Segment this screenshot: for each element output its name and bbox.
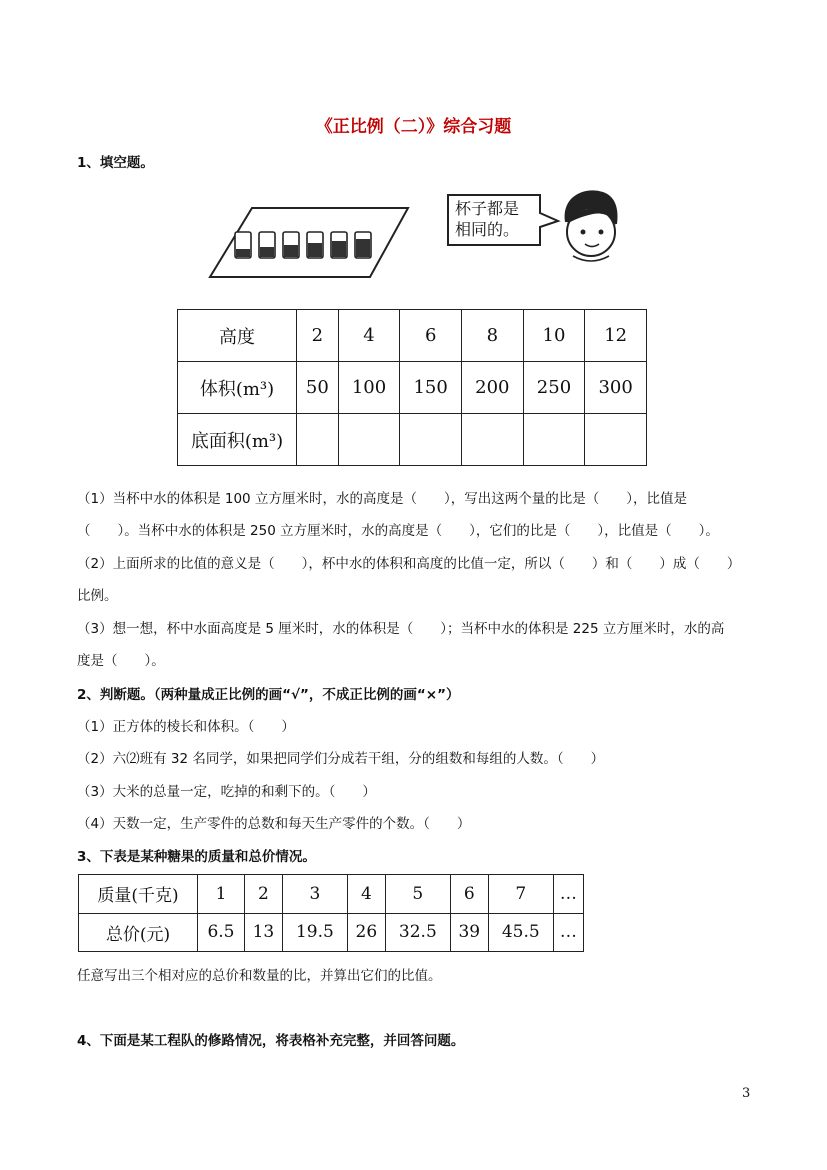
table-cell: 32.5 bbox=[385, 913, 450, 952]
table-row bbox=[79, 875, 584, 914]
q1-part3-line2: 度是（ ）。 bbox=[77, 653, 165, 669]
table-cell: 6.5 bbox=[198, 913, 245, 952]
q2-item: （1）正方体的棱长和体积。（ ） bbox=[77, 719, 295, 735]
answer-cell[interactable] bbox=[585, 414, 647, 466]
table-cell: 50 bbox=[297, 362, 339, 414]
table-cell: 100 bbox=[338, 362, 400, 414]
q3-heading: 3、下表是某种糖果的质量和总价情况。 bbox=[77, 849, 316, 865]
table-cell: 8 bbox=[462, 310, 524, 362]
table-cell: 45.5 bbox=[488, 913, 553, 952]
speech-line-1: 杯子都是 bbox=[455, 199, 520, 218]
answer-cell[interactable] bbox=[523, 414, 585, 466]
table-cell: 4 bbox=[347, 875, 385, 914]
table-cell: 5 bbox=[385, 875, 450, 914]
cups-illustration bbox=[205, 205, 415, 280]
q1-part2-line2: 比例。 bbox=[77, 588, 118, 604]
row-label-base-area: 底面积(m³) bbox=[178, 414, 297, 466]
table-cell: 19.5 bbox=[282, 913, 347, 952]
table-cell: … bbox=[553, 875, 583, 914]
table-cell: 12 bbox=[585, 310, 647, 362]
table-cell: 250 bbox=[523, 362, 585, 414]
table-cell: 4 bbox=[338, 310, 400, 362]
row-label-volume: 体积(m³) bbox=[178, 362, 297, 414]
table-cell: 300 bbox=[585, 362, 647, 414]
table-cell: 2 bbox=[244, 875, 282, 914]
table-cell: 13 bbox=[244, 913, 282, 952]
answer-cell[interactable] bbox=[338, 414, 400, 466]
row-label-price: 总价(元) bbox=[79, 913, 198, 952]
table-cell: 10 bbox=[523, 310, 585, 362]
q1-part1-line2: （ ）。当杯中水的体积是 250 立方厘米时，水的高度是（ ），它们的比是（ ），比值是（ ）。 bbox=[77, 523, 719, 539]
table-cell: 6 bbox=[400, 310, 462, 362]
mass-price-table bbox=[78, 874, 584, 952]
height-volume-table bbox=[177, 309, 647, 466]
q3-instruction: 任意写出三个相对应的总价和数量的比，并算出它们的比值。 bbox=[77, 968, 442, 984]
q2-item: （2）六⑵班有 32 名同学，如果把同学们分成若干组，分的组数和每组的人数。（ ） bbox=[77, 751, 605, 767]
q2-item: （4）天数一定，生产零件的总数和每天生产零件的个数。（ ） bbox=[77, 816, 471, 832]
table-cell: 7 bbox=[488, 875, 553, 914]
row-label-height: 高度 bbox=[178, 310, 297, 362]
speech-line-2: 相同的。 bbox=[455, 220, 520, 239]
table-cell: 26 bbox=[347, 913, 385, 952]
table-cell: 39 bbox=[450, 913, 488, 952]
q2-heading: 2、判断题。（两种量成正比例的画“√”，不成正比例的画“×”） bbox=[77, 687, 460, 703]
table-cell: 2 bbox=[297, 310, 339, 362]
q2-item: （3）大米的总量一定，吃掉的和剩下的。（ ） bbox=[77, 784, 376, 800]
answer-cell[interactable] bbox=[462, 414, 524, 466]
q1-part2-line1: （2）上面所求的比值的意义是（ ），杯中水的体积和高度的比值一定，所以（ ）和（ ）成（ ） bbox=[77, 556, 741, 572]
table-row bbox=[178, 310, 647, 362]
row-label-mass: 质量(千克) bbox=[79, 875, 198, 914]
table-cell: 150 bbox=[400, 362, 462, 414]
table-row bbox=[178, 362, 647, 414]
q4-heading: 4、下面是某工程队的修路情况，将表格补充完整，并回答问题。 bbox=[77, 1033, 465, 1049]
table-cell: 1 bbox=[198, 875, 245, 914]
q1-part1-line1: （1）当杯中水的体积是 100 立方厘米时，水的高度是（ ），写出这两个量的比是（ ），比值是 bbox=[77, 491, 687, 507]
answer-cell[interactable] bbox=[400, 414, 462, 466]
q1-part3-line1: （3）想一想，杯中水面高度是 5 厘米时，水的体积是（ ）；当杯中水的体积是 225 立方厘米时，水的高 bbox=[77, 621, 725, 637]
table-row bbox=[79, 913, 584, 952]
q1-heading: 1、填空题。 bbox=[77, 155, 154, 171]
table-cell: 3 bbox=[282, 875, 347, 914]
table-cell: 200 bbox=[462, 362, 524, 414]
page-number: 3 bbox=[742, 1086, 751, 1101]
answer-cell[interactable] bbox=[297, 414, 339, 466]
table-cell: 6 bbox=[450, 875, 488, 914]
table-row bbox=[178, 414, 647, 466]
table-cell: … bbox=[553, 913, 583, 952]
boy-illustration bbox=[557, 186, 621, 266]
page-title: 《正比例（二）》综合习题 bbox=[315, 117, 512, 137]
